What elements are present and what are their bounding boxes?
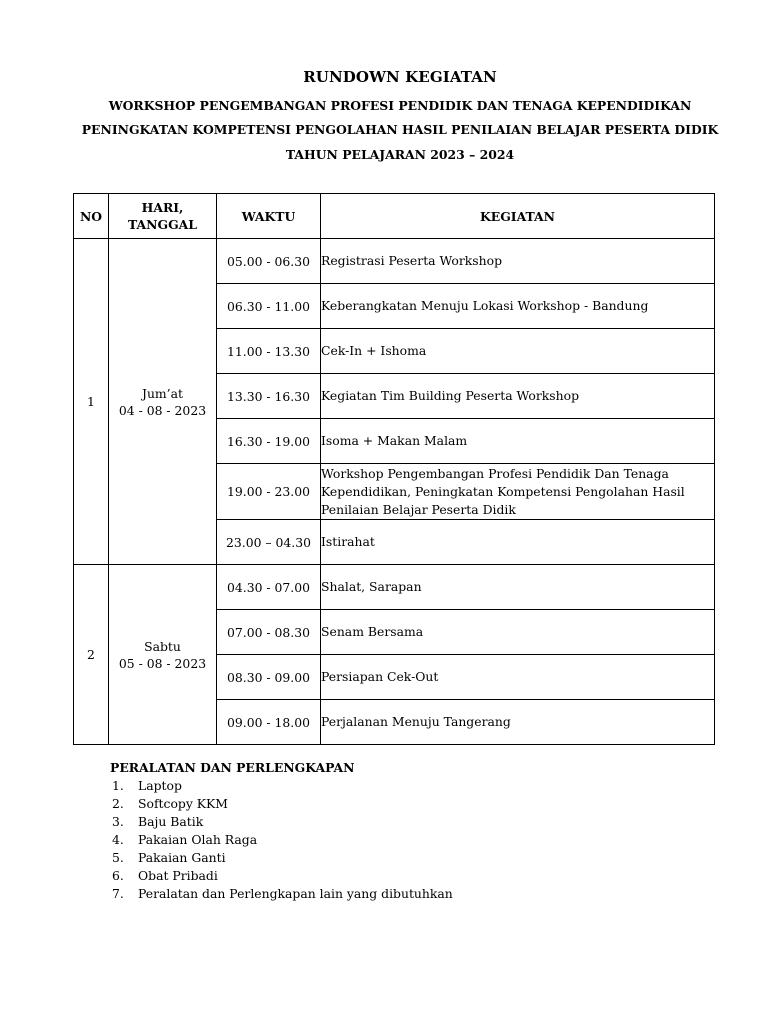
equipment-heading: PERALATAN DAN PERLENGKAPAN — [110, 760, 355, 775]
day-name: Sabtu — [144, 638, 181, 654]
equipment-list — [110, 777, 453, 903]
day-date-cell — [109, 565, 217, 745]
header-no: NO — [74, 194, 109, 239]
time-cell: 05.00 - 06.30 — [217, 239, 321, 284]
time-cell: 11.00 - 13.30 — [217, 329, 321, 374]
list-item-label: Pakaian Olah Raga — [138, 832, 258, 847]
list-item-number: 6. — [112, 868, 124, 883]
list-item-label: Obat Pribadi — [138, 868, 218, 883]
subtitle-line-3: TAHUN PELAJARAN 2023 – 2024 — [285, 147, 515, 162]
time-cell: 06.30 - 11.00 — [217, 284, 321, 329]
day-date: 05 - 08 - 2023 — [118, 655, 207, 671]
document-title: RUNDOWN KEGIATAN — [303, 68, 497, 86]
time-cell: 13.30 - 16.30 — [217, 374, 321, 419]
day-date: 04 - 08 - 2023 — [118, 402, 207, 418]
activity-cell: Shalat, Sarapan — [321, 565, 715, 610]
time-cell: 04.30 - 07.00 — [217, 565, 321, 610]
list-item — [110, 831, 453, 849]
time-cell: 19.00 - 23.00 — [217, 464, 321, 520]
activity-cell: Cek-In + Ishoma — [321, 329, 715, 374]
rundown-table — [73, 193, 715, 745]
subtitle-line-2: PENINGKATAN KOMPETENSI PENGOLAHAN HASIL PENILAIAN BELAJAR PESERTA DIDIK — [81, 122, 719, 137]
time-cell: 08.30 - 09.00 — [217, 655, 321, 700]
time-cell: 09.00 - 18.00 — [217, 700, 321, 745]
activity-cell: Senam Bersama — [321, 610, 715, 655]
list-item — [110, 777, 453, 795]
table-row — [74, 239, 715, 284]
activity-cell: Persiapan Cek-Out — [321, 655, 715, 700]
header-day-label: HARI, — [141, 200, 184, 215]
list-item-label: Softcopy KKM — [138, 796, 228, 811]
time-cell: 16.30 - 19.00 — [217, 419, 321, 464]
activity-cell: Keberangkatan Menuju Lokasi Workshop - Bandung — [321, 284, 715, 329]
table-row — [74, 565, 715, 610]
table-header-row — [74, 194, 715, 239]
header-date-label: TANGGAL — [128, 217, 197, 232]
list-item-number: 5. — [112, 850, 124, 865]
list-item — [110, 849, 453, 867]
list-item-label: Laptop — [138, 778, 182, 793]
activity-cell: Registrasi Peserta Workshop — [321, 239, 715, 284]
subtitle-line-1: WORKSHOP PENGEMBANGAN PROFESI PENDIDIK DAN TENAGA KEPENDIDIKAN — [108, 98, 692, 113]
list-item-label: Peralatan dan Perlengkapan lain yang dibutuhkan — [138, 886, 453, 901]
list-item-label: Pakaian Ganti — [138, 850, 226, 865]
header-day-date — [109, 194, 217, 239]
time-cell: 23.00 – 04.30 — [217, 520, 321, 565]
activity-cell: Istirahat — [321, 520, 715, 565]
header-time: WAKTU — [217, 194, 321, 239]
list-item-label: Baju Batik — [138, 814, 204, 829]
list-item-number: 3. — [112, 814, 124, 829]
activity-cell: Kegiatan Tim Building Peserta Workshop — [321, 374, 715, 419]
list-item-number: 2. — [112, 796, 124, 811]
list-item-number: 1. — [112, 778, 124, 793]
list-item — [110, 813, 453, 831]
rundown-body — [74, 239, 715, 745]
list-item — [110, 867, 453, 885]
activity-cell: Workshop Pengembangan Profesi Pendidik Dan Tenaga Kependidikan, Peningkatan Kompetensi Pengolahan Hasil Penilaian Belajar Peserta Didik — [321, 464, 715, 520]
activity-cell: Perjalanan Menuju Tangerang — [321, 700, 715, 745]
activity-cell: Isoma + Makan Malam — [321, 419, 715, 464]
list-item-number: 4. — [112, 832, 124, 847]
equipment-section — [110, 759, 453, 903]
header-activity: KEGIATAN — [321, 194, 715, 239]
list-item — [110, 795, 453, 813]
day-date-cell — [109, 239, 217, 565]
time-cell: 07.00 - 08.30 — [217, 610, 321, 655]
day-number-cell: 1 — [74, 239, 109, 565]
list-item — [110, 885, 453, 903]
list-item-number: 7. — [112, 886, 124, 901]
day-number-cell: 2 — [74, 565, 109, 745]
day-name: Jum’at — [141, 385, 183, 401]
